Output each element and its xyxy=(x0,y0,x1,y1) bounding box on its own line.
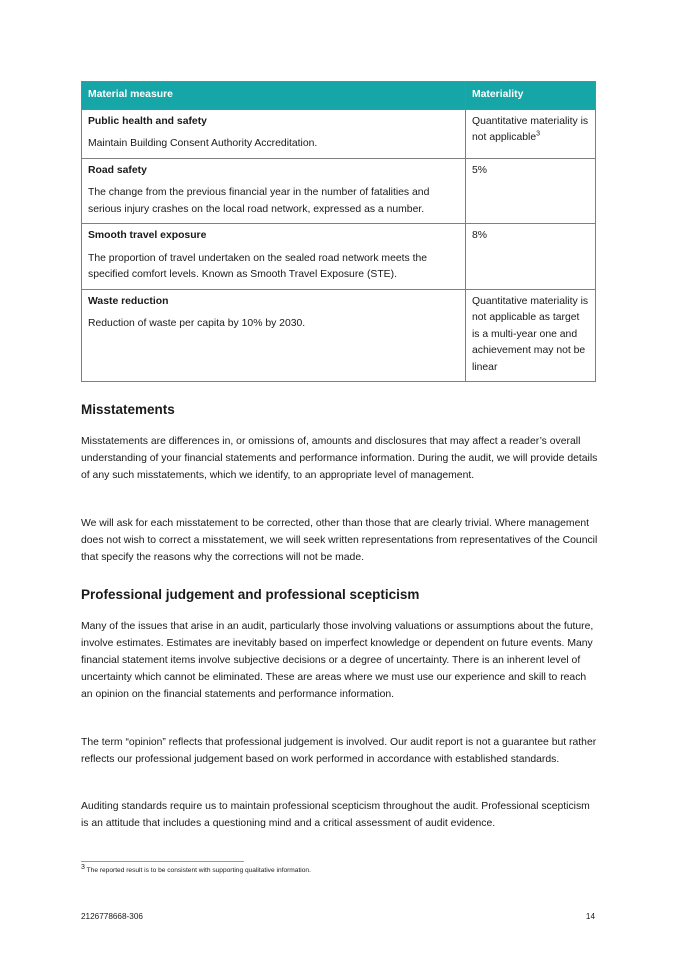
misstatements-paragraph-2: We will ask for each misstatement to be corrected, other than those that are clearly trivial. Where management does not wish to correct a misstatement, we will seek written representations from representatives of the Council that specify the reasons why the corrections will not be made. xyxy=(81,518,598,563)
measure-description: Reduction of waste per capita by 10% by 2030. xyxy=(88,318,306,329)
misstatements-heading: Misstatements xyxy=(81,402,175,417)
table-row xyxy=(82,289,596,382)
measure-cell xyxy=(82,158,466,224)
judgement-paragraph-3: Auditing standards require us to maintain professional scepticism throughout the audit. Professional scepticism is an attitude that includes a questioning mind and a critical assessment of audit evidence. xyxy=(81,801,590,829)
materiality-value: Quantitative materiality is not applicable xyxy=(472,115,589,143)
header-materiality: Materiality xyxy=(466,82,596,110)
measure-description: The proportion of travel undertaken on the sealed road network meets the specified comfort levels. Known as Smooth Travel Exposure (STE). xyxy=(88,252,428,280)
materiality-cell xyxy=(466,224,596,290)
footnote-ref: 3 xyxy=(536,130,541,138)
document-id: 2126778668-306 xyxy=(81,912,143,921)
measure-cell xyxy=(82,289,466,382)
footnote-text: The reported result is to be consistent with supporting qualitative information. xyxy=(84,867,311,874)
table-row xyxy=(82,224,596,290)
page-number: 14 xyxy=(585,912,595,921)
materiality-cell xyxy=(466,158,596,224)
header-material-measure: Material measure xyxy=(82,82,466,110)
materiality-value: 8% xyxy=(472,230,488,241)
measure-title: Waste reduction xyxy=(88,295,169,307)
footnote xyxy=(81,863,311,875)
judgement-heading: Professional judgement and professional scepticism xyxy=(81,587,420,602)
judgement-paragraph-1: Many of the issues that arise in an audit, particularly those involving valuations or assumptions about the future, involve estimates. Estimates are inevitably based on imperfect knowledge or dependent on future events. Many financial statement items involve subjective decisions or a degree of uncertainty. There is an inherent level of uncertainty which cannot be eliminated. These are areas where we must use our experience and skill to reach an opinion on the financial statements and performance information. xyxy=(81,621,594,700)
footnote-divider xyxy=(81,861,244,862)
footnote-marker: 3 xyxy=(81,863,85,871)
materiality-cell xyxy=(466,109,596,158)
misstatements-paragraph-1: Misstatements are differences in, or omissions of, amounts and disclosures that may affect a reader’s overall understanding of your financial statements and performance information. During the audit, we will provide details of any such misstatements, which we identify, to an appropriate level of management. xyxy=(81,436,598,481)
materiality-value: Quantitative materiality is not applicable as target is a multi-year one and achievement may not be linear xyxy=(472,295,589,373)
table-row xyxy=(82,158,596,224)
materiality-value: 5% xyxy=(472,164,488,176)
table-header-row xyxy=(82,82,596,110)
materiality-table xyxy=(81,81,596,382)
measure-title: Public health and safety xyxy=(88,115,207,127)
measure-description: The change from the previous financial year in the number of fatalities and serious injury crashes on the local road network, expressed as a number. xyxy=(88,187,430,215)
judgement-paragraph-2: The term “opinion” reflects that professional judgement is involved. Our audit report is not a guarantee but rather reflects our professional judgement based on work performed in accordance with established standards. xyxy=(81,737,597,765)
measure-title: Smooth travel exposure xyxy=(88,230,207,241)
measure-cell xyxy=(82,224,466,290)
measure-title: Road safety xyxy=(88,164,147,176)
table-row xyxy=(82,109,596,158)
materiality-cell xyxy=(466,289,596,382)
measure-description: Maintain Building Consent Authority Accreditation. xyxy=(88,138,318,149)
measure-cell xyxy=(82,109,466,158)
